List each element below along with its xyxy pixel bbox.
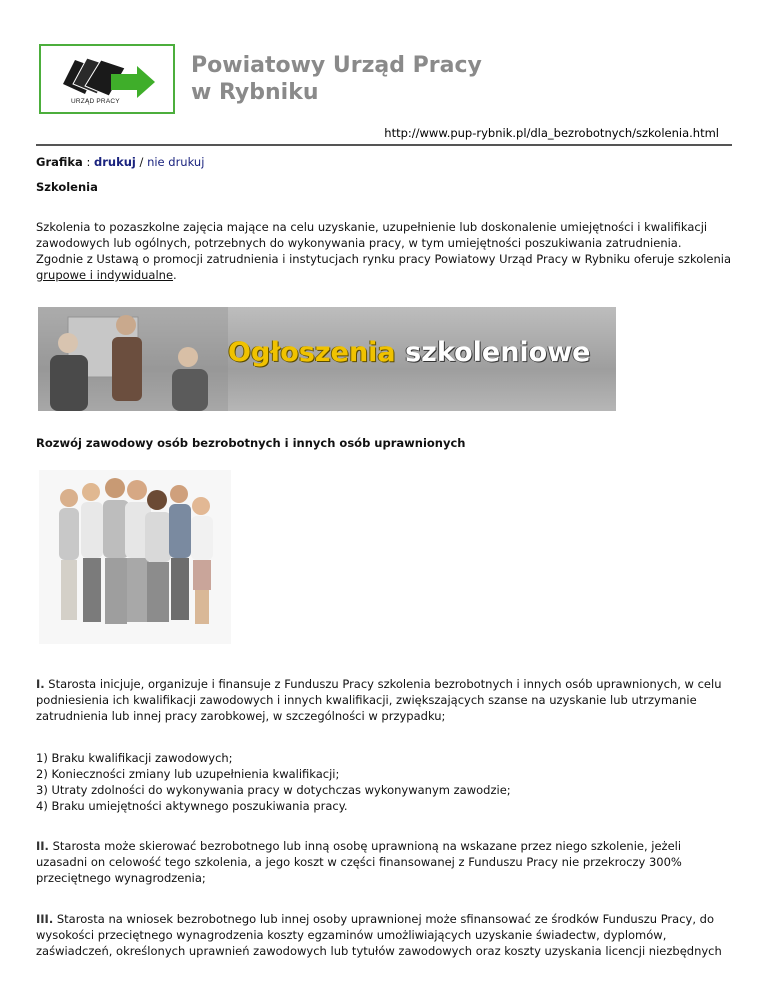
print-link[interactable]: drukuj [94,155,136,169]
intro-paragraph [36,219,732,283]
list-item: 4) Braku umiejętności aktywnego poszukiwania pracy. [36,799,348,813]
site-name-line2: w Rybniku [191,80,319,105]
print-toggle-bar [36,155,204,169]
logo-caption: URZĄD PRACY [71,98,120,105]
paragraph-2-text: Starosta może skierować bezrobotnego lub inną osobę uprawnioną na wskazane przez niego szkolenie, jeżeli uzasadni on celowość tego szkolenia, a jego koszt w części finansowanej z Funduszu Pracy nie przekroczy 300% przeciętnego wynagrodzenia; [36,839,682,885]
page [36,0,732,958]
pup-logo[interactable] [39,44,175,114]
site-name-line1: Powiatowy Urząd Pracy [191,53,482,78]
list-item: 1) Braku kwalifikacji zawodowych; [36,751,233,765]
training-announcements-banner[interactable] [38,307,616,411]
banner-word2: szkoleniowe [405,337,591,368]
paragraph-3-number: III. [36,912,54,926]
paragraph-2-number: II. [36,839,49,853]
print-label: Grafika [36,155,83,169]
section-title: Rozwój zawodowy osób bezrobotnych i innych osób uprawnionych [36,436,466,450]
paragraph-2 [36,838,732,886]
site-name [191,52,482,106]
paragraph-1 [36,676,732,724]
banner-word1: Ogłoszenia [228,337,396,368]
print-separator-slash: / [135,155,148,169]
paragraph-1-text: Starosta inicjuje, organizuje i finansuje z Funduszu Pracy szkolenia bezrobotnych i innych osób uprawnionych, w celu podniesienia ich kwalifikacji zawodowych i innych kwalifikacji, zwiększających szanse na uzyskanie lub utrzymanie zatrudnienia lub innej pracy zarobkowej, w szczególności w przypadku; [36,677,722,723]
group-individual-training-link[interactable]: grupowe i indywidualne [36,268,174,282]
paragraph-3 [36,911,732,959]
list-item: 3) Utraty zdolności do wykonywania pracy w dotychczas wykonywanym zawodzie; [36,783,511,797]
banner-title [228,337,590,368]
reasons-list [36,750,511,814]
header-divider [36,144,732,146]
page-url: http://www.pup-rybnik.pl/dla_bezrobotnych/szkolenia.html [384,126,719,140]
paragraph-1-number: I. [36,677,45,691]
header [36,0,732,118]
intro-end: . [173,268,177,282]
intro-text: Szkolenia to pozaszkolne zajęcia mające na celu uzyskanie, uzupełnienie lub doskonalenie umiejętności i kwalifikacji zawodowych lub ogólnych, potrzebnych do wykonywania pracy, w tym umiejętności poszukiwania zatrudnienia. Zgodnie z Ustawą o promocji zatrudnienia i instytucjach rynku pracy Powiatowy Urząd Pracy w Rybniku oferuje szkolenia [36,220,732,266]
print-separator-colon: : [82,155,94,169]
no-print-link[interactable]: nie drukuj [147,155,205,169]
group-of-people-image [39,470,231,644]
page-title: Szkolenia [36,180,98,194]
list-item: 2) Konieczności zmiany lub uzupełnienia kwalifikacji; [36,767,340,781]
paragraph-3-text: Starosta na wniosek bezrobotnego lub innej osoby uprawnionej może sfinansować ze środków Funduszu Pracy, do wysokości przeciętnego wynagrodzenia koszty egzaminów umożliwiających uzyskanie świadectw, dyplomów, zaświadczeń, określonych uprawnień zawodowych lub tytułów zawodowych oraz koszty uzyskania licencji niezbędnych [36,912,722,958]
